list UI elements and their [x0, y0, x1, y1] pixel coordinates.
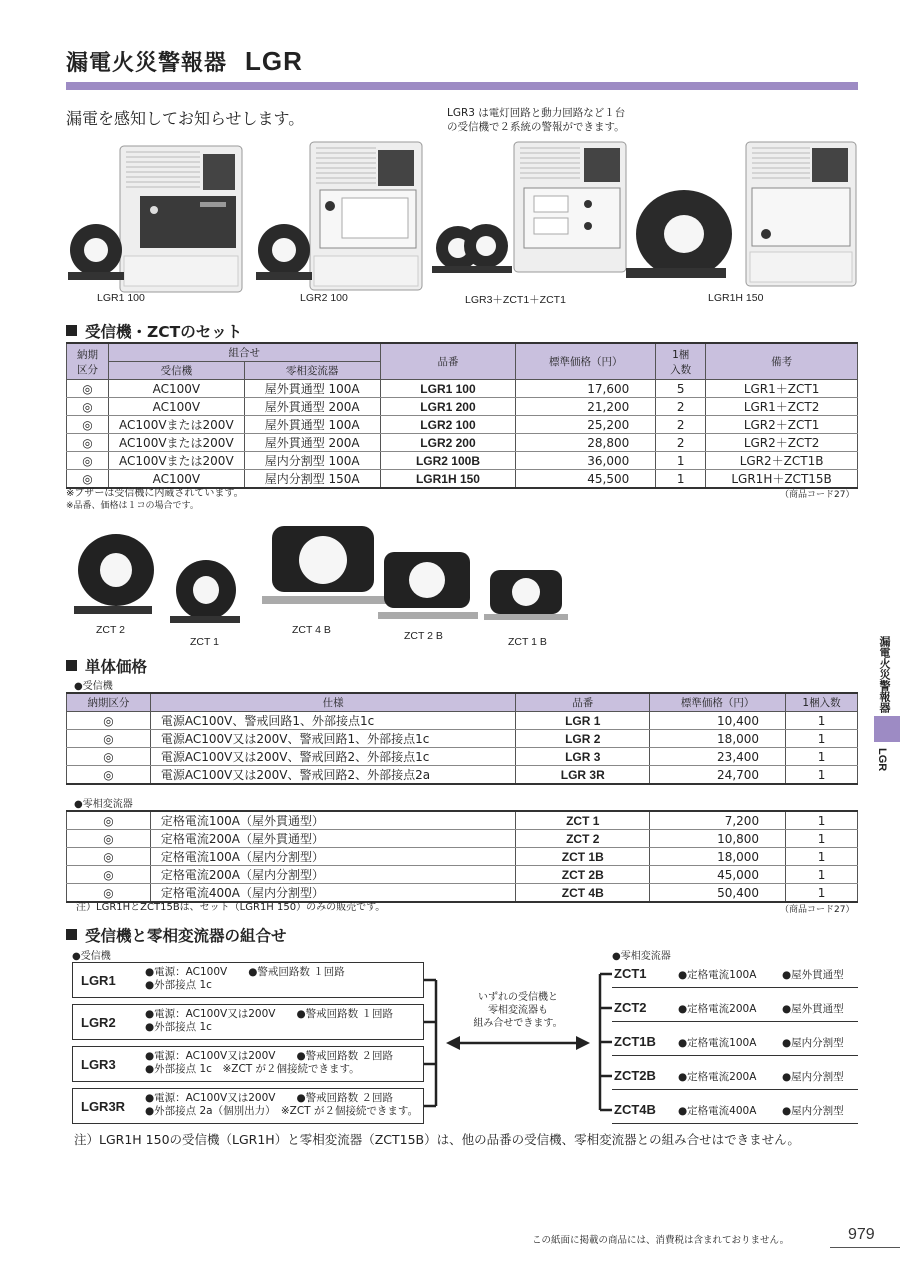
set-section-title: 受信機・ZCTのセット	[66, 320, 242, 342]
combo-receiver-lgr2: LGR2 ●電源：AC100V又は200V ●警戒回路数 １回路 ●外部接点 1c	[72, 1004, 424, 1040]
zct-2-image	[74, 534, 154, 614]
zct-1-image	[170, 560, 240, 623]
zct-1b-image	[484, 570, 568, 620]
zct-caption-zct2b: ZCT 2 B	[404, 630, 443, 642]
unit-col-part: 品番	[516, 693, 650, 712]
lgr1h-150-image	[626, 142, 856, 286]
combo-center-text: いずれの受信機と 零相変流器も 組み合せできます。	[473, 992, 563, 1029]
table-row: ◎ AC100V 屋外貫通型 200A LGR1 200 21,200 2 LGR1＋ZCT2	[67, 398, 858, 416]
combo-section-title: 受信機と零相変流器の組合せ	[66, 924, 287, 946]
table-row: ◎ 定格電流100A（屋内分割型） ZCT 1B 18,000 1	[67, 848, 858, 866]
product-photos	[60, 138, 860, 298]
table-row: ◎ AC100Vまたは200V 屋外貫通型 200A LGR2 200 28,800 2 LGR2＋ZCT2	[67, 434, 858, 452]
zct-caption-zct1: ZCT 1	[190, 636, 219, 648]
tax-note: この紙面に掲載の商品には、消費税は含まれておりません。	[532, 1235, 790, 1246]
unit-receiver-label: ●受信機	[74, 681, 113, 692]
photo-caption-lgr3: LGR3＋ZCT1＋ZCT1	[465, 294, 566, 306]
set-product-code: （商品コード27）	[780, 490, 855, 500]
side-tab-label: LGR	[876, 748, 888, 772]
lgr3-note-line-2: の受信機で２系統の警報ができます。	[447, 121, 625, 133]
set-col-receiver: 受信機	[108, 362, 244, 380]
unit-receiver-table	[66, 692, 858, 785]
set-col-price: 標準価格（円）	[516, 343, 656, 380]
table-row: ◎ 電源AC100V、警戒回路1、外部接点1c LGR 1 10,400 1	[67, 712, 858, 730]
unit-col-qty: 1梱入数	[786, 693, 858, 712]
unit-col-price: 標準価格（円）	[650, 693, 786, 712]
unit-note: 注）LGR1HとZCT15Bは、セット（LGR1H 150）のみの販売です。	[76, 902, 386, 913]
table-row: ◎ AC100Vまたは200V 屋外貫通型 100A LGR2 100 25,200 2 LGR2＋ZCT1	[67, 416, 858, 434]
zct-caption-zct4b: ZCT 4 B	[292, 624, 331, 636]
combo-zct-zct1: ZCT1 ●定格電流100A ●屋外貫通型	[612, 960, 858, 988]
zct-4b-image	[262, 526, 386, 604]
combo-receiver-lgr3r: LGR3R ●電源：AC100V又は200V ●警戒回路数 ２回路 ●外部接点 2a（個別出力） ※ZCT が２個接続できます。	[72, 1088, 424, 1124]
lgr3-set-image	[432, 142, 626, 273]
footer-rule	[830, 1247, 900, 1248]
photo-caption-lgr1h-150: LGR1H 150	[708, 292, 764, 304]
table-row: ◎ AC100Vまたは200V 屋内分割型 100A LGR2 100B 36,000 1 LGR2＋ZCT1B	[67, 452, 858, 470]
combo-zct-zct2: ZCT2 ●定格電流200A ●屋外貫通型	[612, 994, 858, 1022]
lgr3-note	[447, 106, 625, 134]
arrow-left-icon	[446, 1036, 460, 1050]
lgr3-note-line-1: LGR3 は電灯回路と動力回路など１台	[447, 107, 626, 119]
combo-zct-zct2b: ZCT2B ●定格電流200A ●屋内分割型	[612, 1062, 858, 1090]
page-title	[66, 46, 303, 77]
table-row: ◎ AC100V 屋外貫通型 100A LGR1 100 17,600 5 LGR1＋ZCT1	[67, 380, 858, 398]
zct-caption-zct2: ZCT 2	[96, 624, 125, 636]
table-row: ◎ 定格電流200A（屋外貫通型） ZCT 2 10,800 1	[67, 830, 858, 848]
zct-2b-image	[378, 552, 478, 619]
table-row: ◎ 定格電流100A（屋外貫通型） ZCT 1 7,200 1	[67, 811, 858, 830]
unit-col-spec: 仕様	[150, 693, 515, 712]
table-row: ◎ AC100V 屋内分割型 150A LGR1H 150 45,500 1 LGR1H＋ZCT15B	[67, 470, 858, 489]
set-col-part: 品番	[380, 343, 516, 380]
combo-zct-label: ●零相変流器	[612, 951, 671, 962]
side-category-label: 漏電火災警報器	[878, 636, 891, 713]
unit-zct-label: ●零相変流器	[74, 799, 133, 810]
title-model: LGR	[245, 46, 303, 76]
set-note-2: ※品番、価格は１コの場合です。	[66, 501, 199, 511]
combo-receiver-lgr1: LGR1 ●電源：AC100V ●警戒回路数 １回路 ●外部接点 1c	[72, 962, 424, 998]
table-row: ◎ 定格電流200A（屋内分割型） ZCT 2B 45,000 1	[67, 866, 858, 884]
combo-note: 注）LGR1H 150の受信機（LGR1H）と零相変流器（ZCT15B）は、他の品番の受信機、零相変流器との組み合せはできません。	[74, 1132, 800, 1147]
table-row: ◎ 定格電流400A（屋内分割型） ZCT 4B 50,400 1	[67, 884, 858, 903]
photo-caption-lgr1-100: LGR1 100	[97, 292, 145, 304]
title-bar	[66, 82, 858, 90]
table-row: ◎ 電源AC100V又は200V、警戒回路2、外部接点2a LGR 3R 24,700 1	[67, 766, 858, 785]
set-note-1: ※ブザーは受信機に内蔵されています。	[66, 488, 244, 499]
set-col-zct: 零相変流器	[244, 362, 380, 380]
table-row: ◎ 電源AC100V又は200V、警戒回路2、外部接点1c LGR 3 23,400 1	[67, 748, 858, 766]
table-row: ◎ 電源AC100V又は200V、警戒回路1、外部接点1c LGR 2 18,000 1	[67, 730, 858, 748]
lgr2-100-image	[256, 142, 422, 290]
side-tab-marker	[874, 716, 900, 742]
combo-zct-zct4b: ZCT4B ●定格電流400A ●屋内分割型	[612, 1096, 858, 1124]
unit-product-code: （商品コード27）	[780, 905, 855, 915]
unit-section-title: 単体価格	[66, 655, 147, 677]
photo-caption-lgr2-100: LGR2 100	[300, 292, 348, 304]
combo-zct-zct1b: ZCT1B ●定格電流100A ●屋内分割型	[612, 1028, 858, 1056]
set-col-combo: 組合せ	[108, 343, 380, 362]
lead-text: 漏電を感知してお知らせします。	[66, 109, 305, 128]
lgr1-100-image	[68, 146, 242, 292]
title-text: 漏電火災警報器	[66, 51, 228, 76]
zct-caption-zct1b: ZCT 1 B	[508, 636, 547, 648]
set-col-delivery: 納期 区分	[67, 343, 109, 380]
set-table	[66, 342, 858, 489]
page-number: 979	[848, 1226, 875, 1243]
combo-connector	[424, 960, 614, 1130]
unit-col-delivery: 納期区分	[67, 693, 151, 712]
set-col-remarks: 備考	[706, 343, 858, 380]
unit-zct-table	[66, 810, 858, 903]
combo-receiver-label: ●受信機	[72, 951, 111, 962]
zct-photos	[66, 520, 586, 630]
combo-receiver-lgr3: LGR3 ●電源：AC100V又は200V ●警戒回路数 ２回路 ●外部接点 1c ※ZCT が２個接続できます。	[72, 1046, 424, 1082]
arrow-right-icon	[576, 1036, 590, 1050]
set-col-qty: 1梱 入数	[656, 343, 706, 380]
